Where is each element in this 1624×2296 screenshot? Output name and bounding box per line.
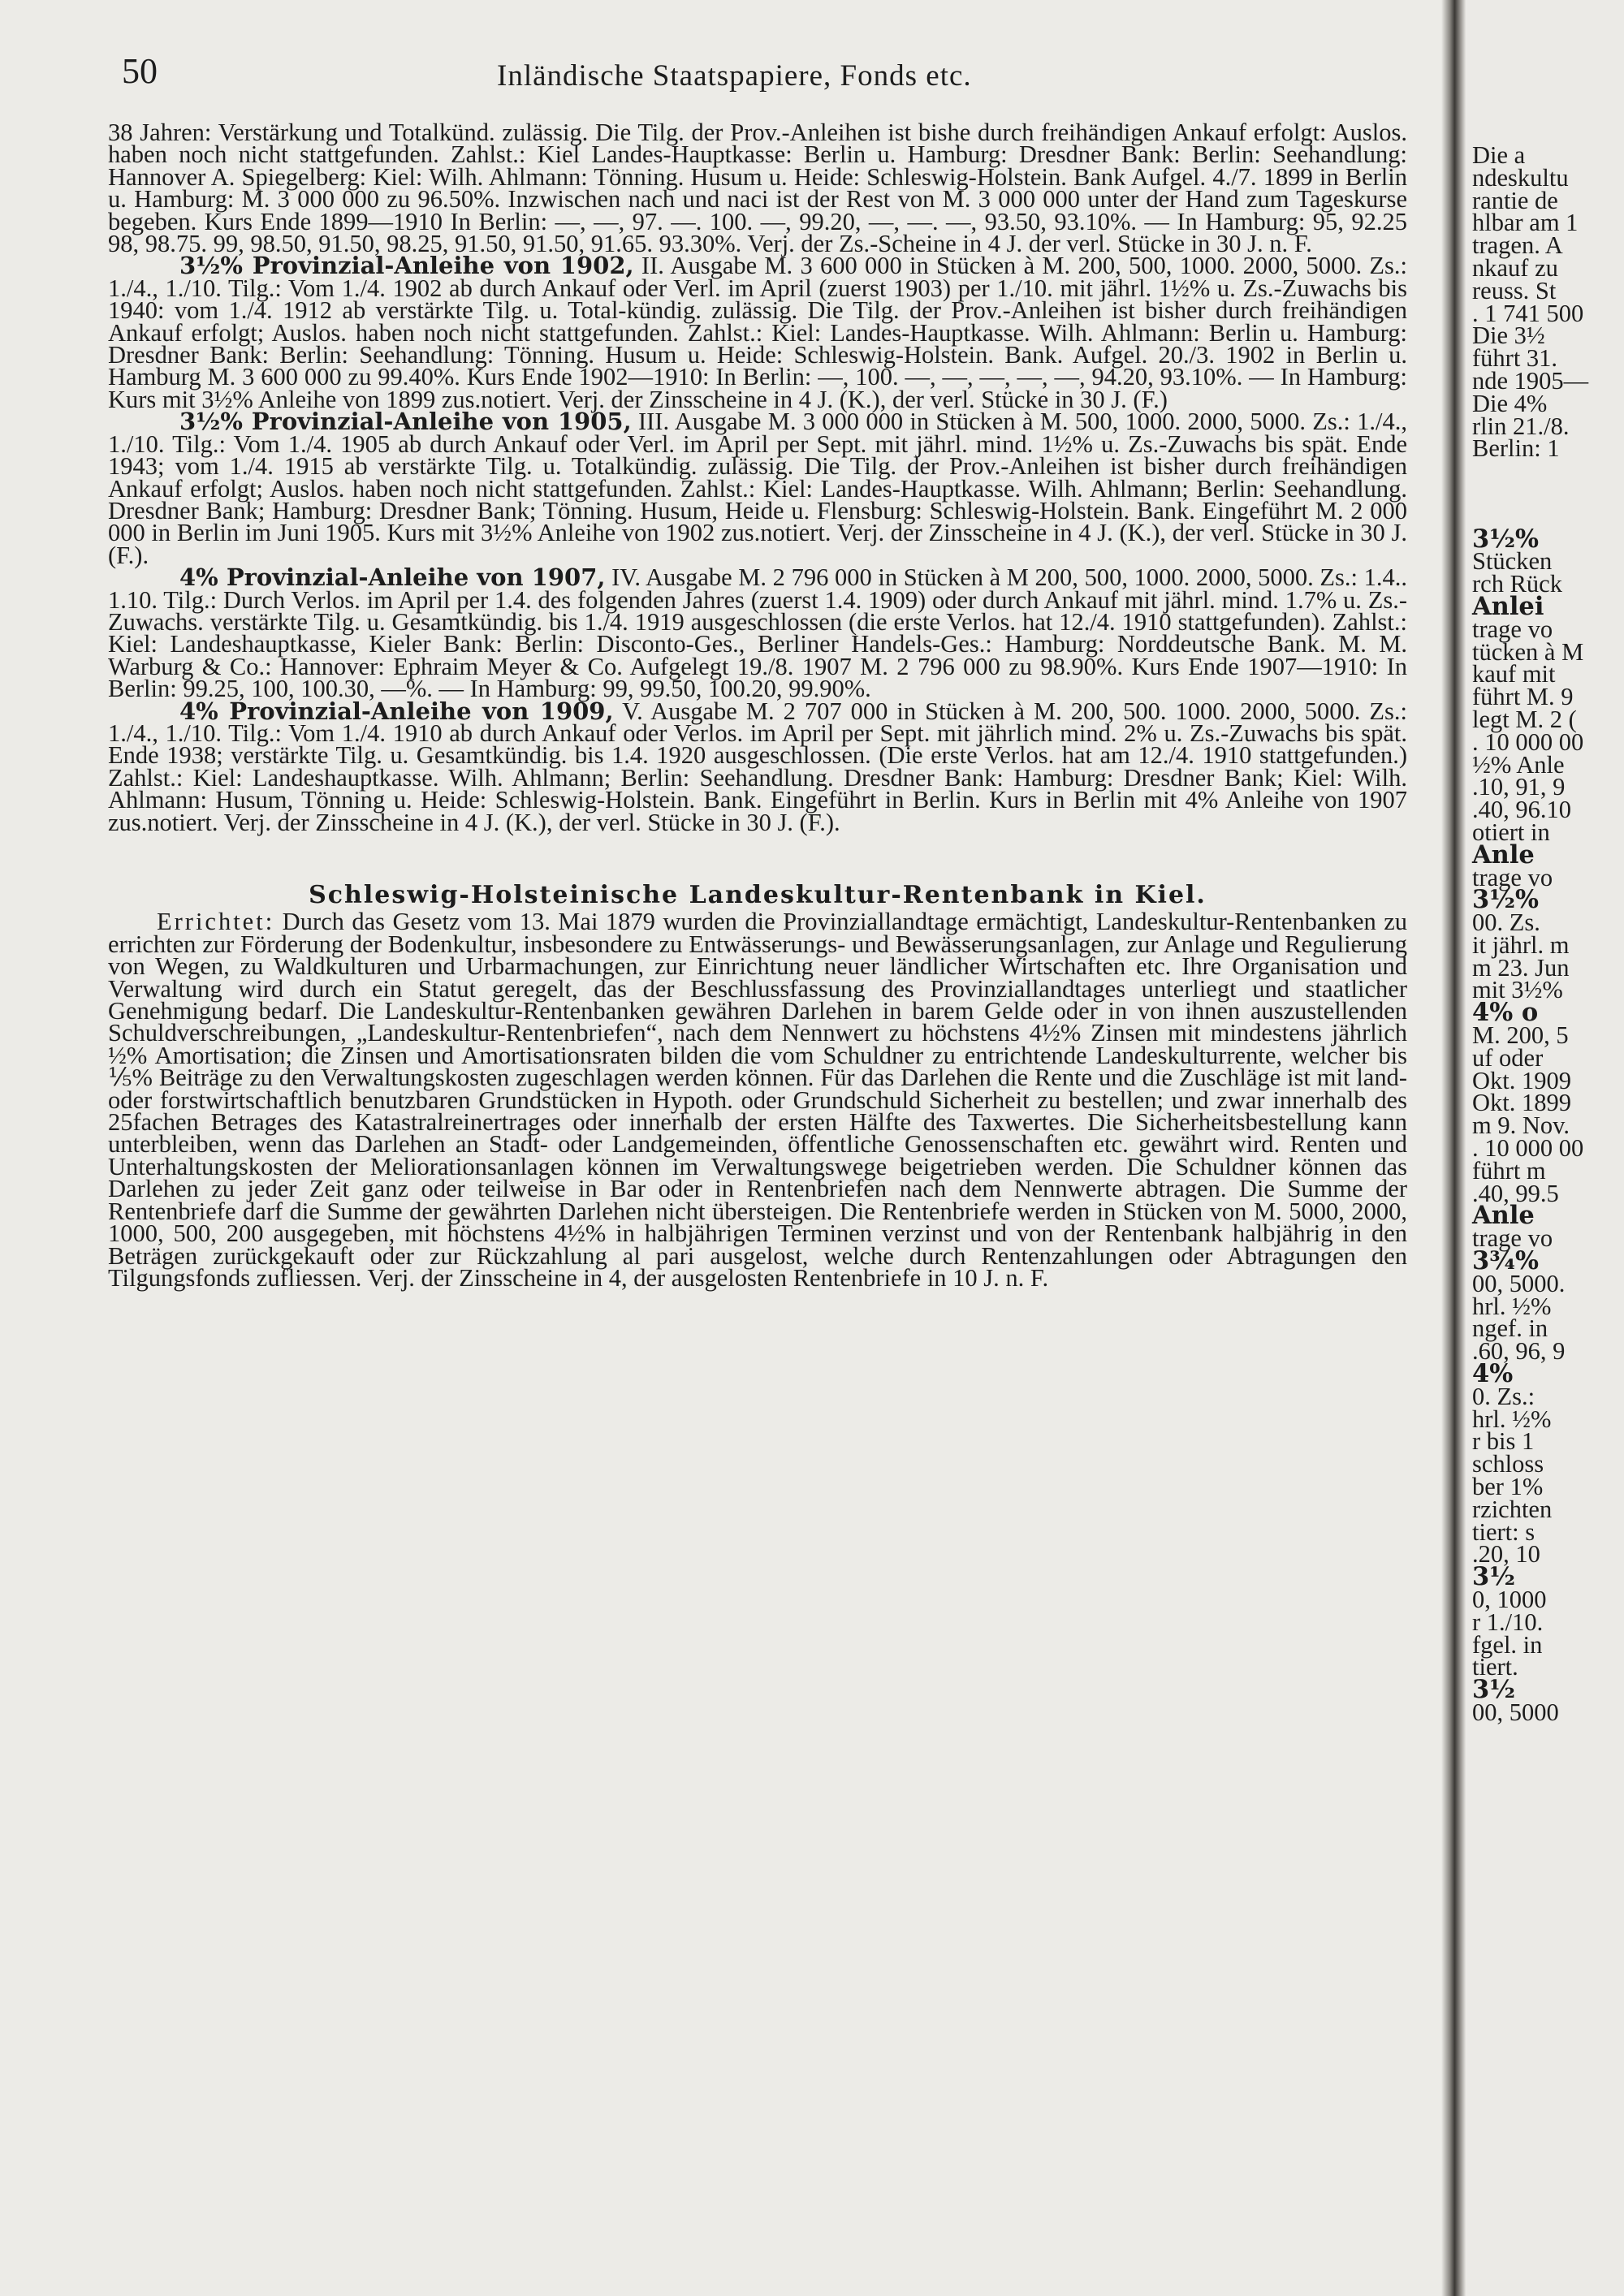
paragraph-4-title: 4% Provinzial-Anleihe von 1907,: [179, 563, 606, 592]
right-page-line: 00, 5000.: [1472, 1269, 1566, 1297]
paragraph-3-title: 3½% Provinzial-Anleihe von 1905,: [179, 408, 632, 436]
right-page-line: trage vo: [1472, 863, 1553, 891]
right-page-line: [1472, 483, 1624, 506]
right-page-line: 00. Zs.: [1472, 908, 1540, 937]
right-page-line: kauf mit: [1472, 660, 1556, 688]
right-page-line: Berlin: 1: [1472, 434, 1560, 463]
right-page-line: Die 3½: [1472, 322, 1545, 350]
page-content: [108, 119, 1408, 1292]
right-page-line: .40, 96.10: [1472, 796, 1571, 824]
right-page-line: Okt. 1909: [1472, 1066, 1571, 1094]
right-page-line: 3¾%: [1472, 1246, 1540, 1276]
right-page-line: Anle: [1472, 839, 1535, 870]
running-title: Inländische Staatspapiere, Fonds etc.: [497, 59, 972, 93]
right-page-line: rantie de: [1472, 186, 1558, 214]
right-page-line: 00, 5000: [1472, 1698, 1559, 1726]
paragraph-2-text: II. Ausgabe M. 3 600 000 in Stücken à M. 200, 500, 1000. 2000, 5000. Zs.: 1./4., 1./10. Tilg.: Vom 1./4. 1902 ab durch Ankauf oder Verl. im April (zuerst 1903) per 1./10. mit jährl. 1½% u. Zs.-Zuwachs bis 1940: vom 1./4. 1912 ab verstärkte Tilg. u. Total-kündig. zulässig. Die Tilg. der Prov.-Anleihen ist bisher durch freihändigen Ankauf erfolgt; Auslos. haben noch nicht stattgefunden. Zahlst.: Kiel: Landes-Hauptkasse. Wilh. Ahlmann: Berlin u. Hamburg: Dresdner Bank: Berlin: Seehandlung: Tönning. Husum u. Heide: Schleswig-Holstein. Bank. Aufgel. 20./3. 1902 in Berlin u. Hamburg M. 3 600 000 zu 99.40%. Kurs Ende 1902—1910: In Berlin: —, 100. —, —, —, —, —, 94.20, 93.10%. — In Hamburg: Kurs mit 3½% Anleihe von 1899 zus.notiert. Verj. der Zinsscheine in 4 J. (K.), der verl. Stücke in 30 J. (F.): [108, 252, 1407, 413]
right-page-line: ndeskultu: [1472, 163, 1569, 192]
right-page-line: führt m: [1472, 1156, 1546, 1185]
right-page-line: 3½: [1472, 1675, 1516, 1705]
paragraph-2-title: 3½% Provinzial-Anleihe von 1902,: [179, 252, 634, 280]
book-gutter: [1441, 0, 1466, 2296]
paragraph-4-text: IV. Ausgabe M. 2 796 000 in Stücken à M 200, 500, 1000. 2000, 5000. Zs.: 1.4.. 1.10. Tilg.: Durch Verlos. im April per 1.4. des folgenden Jahres (zuerst 1.4. 1909) oder durch Ankauf mit jährl. mind. 1.7% u. Zs.-Zuwachs. verstärkte Tilg. u. Gesamtkündig. bis 1./4. 1919 ausgeschlossen (die erste Verlos. hat 12./4. 1910 stattgefunden). Zahlst.: Kiel: Landeshauptkasse, Kieler Bank: Berlin: Disconto-Ges., Berliner Handels-Ges.: Hamburg: Norddeutsche Bank. M. M. Warburg & Co.: Hannover: Ephraim Meyer & Co. Aufgelegt 19./8. 1907 M. 2 796 000 zu 98.90%. Kurs Ende 1907—1910: In Berlin: 99.25, 100, 100.30, —%. — In Hamburg: 99, 99.50, 100.20, 99.90%.: [108, 563, 1407, 703]
section-paragraph: [108, 908, 1408, 1292]
right-page-line: 4% o: [1472, 998, 1539, 1028]
section-lead: Errichtet:: [157, 908, 275, 936]
right-page-line: trage vo: [1472, 1224, 1553, 1253]
right-page-line: ber 1%: [1472, 1473, 1544, 1501]
right-page-line: . 10 000 00: [1472, 1134, 1584, 1163]
right-page-line: r 1./10.: [1472, 1608, 1544, 1636]
paragraph-1-text: 38 Jahren: Verstärkung und Totalkünd. zulässig. Die Tilg. der Prov.-Anleihen ist bishe durch freihändigen Ankauf erfolgt: Auslos. haben noch nicht stattgefunden. Zahlst.: Kiel Landes-Hauptkasse: Berlin u. Hamburg: Dresdner Bank: Berlin: Seehandlung: Hannover A. Spiegelberg: Kiel: Wilh. Ahlmann: Tönning. Husum u. Heide: Schleswig-Holstein. Bank Aufgel. 4./7. 1899 in Berlin u. Hamburg: M. 3 000 000 zu 96.50%. Inzwischen nach und naci ist der Rest von M. 3 000 000 unter der Hand zum Tageskurse begeben. Kurs Ende 1899—1910 In Berlin: —, —, 97. —. 100. —, 99.20, —, —. —, 93.50, 93.10%. — In Hamburg: 95, 92.25 98, 98.75. 99, 98.50, 91.50, 98.25, 91.50, 91.50, 91.65. 93.30%. Verj. der Zs.-Scheine in 4 J. der verl. Stücke in 30 J. n. F.: [108, 119, 1407, 258]
paragraph-5-text: V. Ausgabe M. 2 707 000 in Stücken à M. 200, 500. 1000. 2000, 5000. Zs.: 1./4., 1./10. Tilg.: Vom 1./4. 1910 ab durch Ankauf oder Verlos. im April per Sept. mit jährlich mind. 2% u. Zs.-Zuwachs bis spät. Ende 1938; verstärkte Tilg. u. Gesamtkündig. bis 1.4. 1920 ausgeschlossen. (Die erste Verlos. hat am 12./4. 1910 stattgefunden.) Zahlst.: Kiel: Landeshauptkasse. Wilh. Ahlmann; Berlin: Seehandlung. Dresdner Bank: Hamburg: Dresdner Bank; Kiel: Wilh. Ahlmann: Husum, Tönning u. Heide: Schleswig-Holstein. Bank. Eingeführt in Berlin. Kurs in Berlin mit 4% Anleihe von 1907 zus.notiert. Verj. der Zinsscheine in 4 J. (K.), der verl. Stücke in 30 J. (F.).: [108, 697, 1408, 836]
right-page-line: trage vo: [1472, 615, 1553, 643]
right-page-line: nkauf zu: [1472, 253, 1558, 282]
right-page-line: .40, 99.5: [1472, 1179, 1559, 1207]
right-page-line: hlbar am 1: [1472, 209, 1579, 237]
right-page-line: fgel. in: [1472, 1630, 1543, 1659]
right-page-line: .20, 10: [1472, 1540, 1540, 1569]
right-page-line: ½% Anle: [1472, 750, 1565, 779]
right-page-line: 4%: [1472, 1359, 1514, 1389]
paragraph-3: [108, 408, 1408, 569]
right-page-line: M. 200, 5: [1472, 1021, 1569, 1050]
paragraph-5-title: 4% Provinzial-Anleihe von 1909,: [179, 697, 614, 725]
right-page-line: 3½: [1472, 1562, 1516, 1592]
right-page-line: führt M. 9: [1472, 683, 1574, 711]
right-page-line: führt 31.: [1472, 344, 1558, 373]
right-page-line: .60, 96, 9: [1472, 1337, 1566, 1366]
right-page-line: .10, 91, 9: [1472, 773, 1566, 801]
right-page-line: schloss: [1472, 1450, 1544, 1478]
paragraph-4: [108, 563, 1407, 703]
right-page-line: hrl. ½%: [1472, 1292, 1552, 1320]
section-heading: Schleswig-Holsteinische Landeskultur-Rentenbank in Kiel.: [309, 881, 1207, 909]
right-page-line: it jährl. m: [1472, 930, 1570, 959]
right-page-line: Die a: [1472, 141, 1526, 169]
paragraph-5: [108, 697, 1408, 836]
right-page-line: mit 3½%: [1472, 976, 1563, 1004]
right-page-line: ngef. in: [1472, 1314, 1548, 1343]
right-page-line: 0, 1000: [1472, 1586, 1547, 1613]
right-page-line: hrl. ½%: [1472, 1405, 1552, 1433]
right-page-fragment: [1466, 0, 1624, 2296]
right-page-line: rlin 21./8.: [1472, 412, 1570, 440]
right-page-line: 3½%: [1472, 885, 1540, 915]
right-page-line: [1472, 460, 1624, 483]
paragraph-1: [108, 119, 1407, 258]
right-page-line: 0. Zs.:: [1472, 1382, 1535, 1410]
right-page-line: tragen. A: [1472, 231, 1563, 260]
right-page-lines: [1472, 141, 1624, 1726]
right-page-line: legt M. 2 (: [1472, 705, 1577, 733]
right-page-line: m 9. Nov.: [1472, 1111, 1570, 1140]
right-page-line: Anle: [1472, 1201, 1535, 1231]
right-page-line: tiert.: [1472, 1653, 1518, 1681]
right-page-line: tiert: s: [1472, 1517, 1535, 1546]
right-page-line: rzichten: [1472, 1495, 1553, 1523]
right-page-line: Stücken: [1472, 547, 1553, 576]
section-text: Durch das Gesetz vom 13. Mai 1879 wurden die Provinziallandtage ermächtigt, Landeskultur-Rentenbanken zu errichten zur Förderung der Bodenkultur, insbesondere zu Entwässerungs- und Bewässerungsanlagen, zur Anlage und Regulierung von Wegen, zu Waldkulturen und Urbarmachungen, zur Einrichtung neuer ländlicher Wirtschaften etc. Ihre Organisation und Verwaltung wird durch ein Statut geregelt, das der Beschlussfassung des Provinziallandtages unterliegt und staatlicher Genehmigung bedarf. Die Landeskultur-Rentenbanken gewähren Darlehen in barem Gelde oder in von ihnen auszustellenden Schuldverschreibungen, „Landeskultur-Rentenbriefen“, nach dem Nennwert zu höchstens 4½% Zinsen mit mindestens jährlich ½% Amortisation; die Zinsen und Amortisationsraten bilden die vom Schuldner zu entrichtende Landeskulturrente, welcher bis ⅕% Beiträge zu den Verwaltungskosten zugeschlagen werden können. Für das Darlehen die Rente und die Zuschläge ist mit land- oder forstwirtschaftlich benutzbaren Grundstücken in Hypoth. oder Grundschuld Sicherheit zu bestellen; und zwar innerhalb des 25fachen Betrages des Katastralreinertrages oder innerhalb der ersten Hälfte des Taxwertes. Die Sicherheitsbestellung kann unterbleiben, wenn das Darlehen an Stadt- oder Landgemeinden, öffentliche Genossenschaften etc. gewährt wird. Renten und Unterhaltungskosten der Meliorationsanlagen können im Verwaltungswege beigetrieben werden. Die Schuldner können das Darlehen zu jeder Zeit ganz oder teilweise in Bar oder in Rentenbriefen nach dem Nennwerte abtragen. Die Summe der Rentenbriefe darf die Summe der gewährten Darlehen nicht übersteigen. Die Rentenbriefe werden in Stücken von M. 5000, 2000, 1000, 500, 200 ausgegeben, mit höchstens 4½% in halbjährigen Terminen verzinst und von der Rentenbank halbjährig in den Beträgen zurückgekauft oder zur Rückzahlung al pari ausgelost, welche durch Rentenzahlungen oder Abtragungen den Tilgungsfonds zufliessen. Verj. der Zinsscheine in 4, der ausgelosten Rentenbriefe in 10 J. n. F.: [108, 908, 1408, 1292]
right-page-line: . 1 741 500: [1472, 299, 1584, 327]
right-page-line: reuss. St: [1472, 276, 1557, 304]
page-number: 50: [122, 51, 158, 91]
right-page-line: Anlei: [1472, 591, 1544, 621]
right-page-line: rch Rück: [1472, 570, 1562, 598]
right-page-line: nde 1905—: [1472, 366, 1589, 395]
right-page-line: m 23. Jun: [1472, 953, 1570, 982]
right-page-line: Okt. 1899: [1472, 1089, 1571, 1117]
right-page-line: uf oder: [1472, 1043, 1544, 1072]
right-page-line: otiert in: [1472, 818, 1550, 846]
paragraph-3-text: III. Ausgabe M. 3 000 000 in Stücken à M. 500, 1000. 2000, 5000. Zs.: 1./4., 1./10. Tilg.: Vom 1./4. 1905 ab durch Ankauf oder Verl. im April per Sept. mit jährl. mind. 1½% u. Zs.-Zuwachs bis spät. Ende 1943; vom 1./4. 1915 ab verstärkte Tilg. u. Totalkündig. zulässig. Die Tilg. der Prov.-Anleihen ist bisher durch freihändigen Ankauf erfolgt; Auslos. haben noch nicht stattgefunden. Zahlst.: Kiel: Landes-Hauptkasse. Wilh. Ahlmann; Berlin: Seehandlung. Dresdner Bank; Hamburg: Dresdner Bank; Tönning. Husum, Heide u. Flensburg: Schleswig-Holstein. Bank. Eingeführt M. 2 000 000 in Berlin im Juni 1905. Kurs mit 3½% Anleihe von 1902 zus.notiert. Verj. der Zinsscheine in 4 J. (K.), der verl. Stücke in 30 J. (F.).: [108, 408, 1408, 569]
right-page-line: . 10 000 00: [1472, 727, 1584, 756]
paragraph-2: [108, 252, 1407, 413]
right-page-line: r bis 1: [1472, 1427, 1535, 1456]
right-page-line: tücken à M: [1472, 637, 1584, 666]
right-page-line: Die 4%: [1472, 389, 1548, 417]
right-page-line: 3½%: [1472, 524, 1540, 554]
